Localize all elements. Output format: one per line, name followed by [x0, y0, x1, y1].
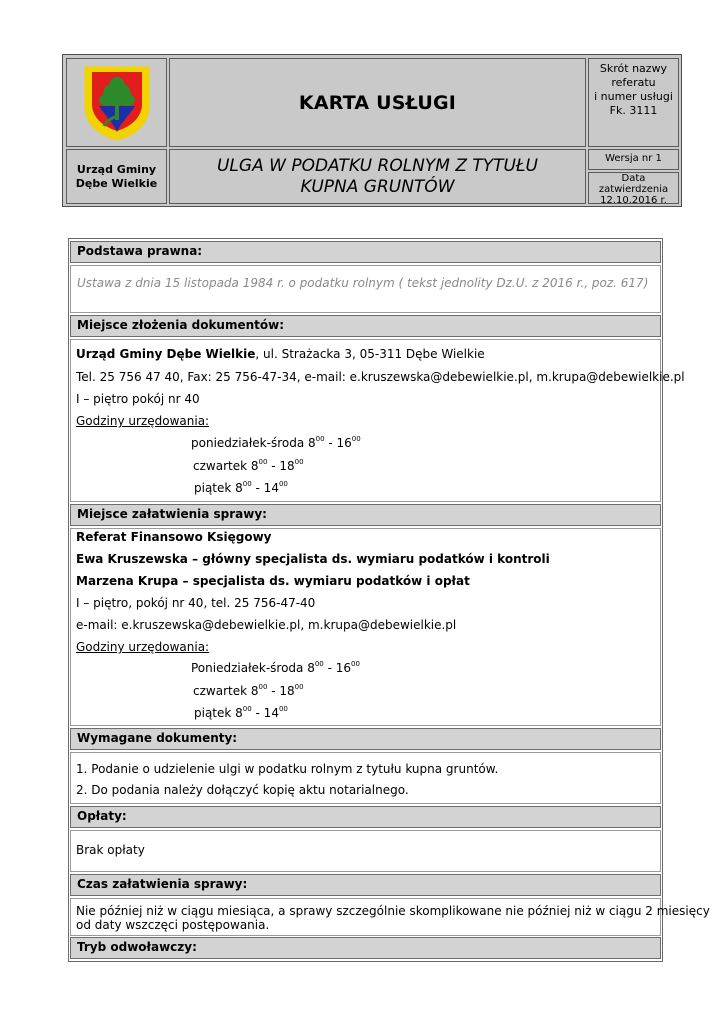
handling-hours-row — [193, 684, 304, 698]
section-header-legal-basis: Podstawa prawna: — [70, 241, 661, 263]
service-code-cell — [588, 58, 679, 147]
handling-person-2: Marzena Krupa – specjalista ds. wymiaru podatków i opłat — [76, 574, 470, 588]
handling-email: e-mail: e.kruszewska@debewielkie.pl, m.krupa@debewielkie.pl — [76, 618, 457, 632]
hours-days: czwartek 8 — [193, 684, 259, 698]
hours-to: - 16 — [323, 661, 351, 675]
hours-to: - 18 — [267, 459, 295, 473]
submission-contact: Tel. 25 756 47 40, Fax: 25 756-47-34, e-mail: e.kruszewska@debewielkie.pl, m.krupa@debewielkie.pl — [76, 370, 685, 384]
version-label: Wersja nr 1 — [588, 149, 679, 170]
hours-to-minutes: 00 — [351, 660, 360, 668]
hours-to: - 14 — [251, 706, 279, 720]
handling-person-1: Ewa Kruszewska – główny specjalista ds. wymiaru podatków i kontroli — [76, 552, 550, 566]
approval-date-label-1: Data — [621, 173, 646, 184]
hours-from-minutes: 00 — [315, 435, 325, 443]
approval-date-value: 12.10.2016 r. — [600, 195, 667, 206]
submission-room: I – piętro pokój nr 40 — [76, 392, 200, 406]
handling-hours-label: Godziny urzędowania: — [76, 640, 210, 654]
hours-to: - 18 — [267, 684, 295, 698]
hours-days: Poniedziałek-środa 8 — [191, 661, 315, 675]
office-name-line-1: Urząd Gminy — [76, 162, 157, 176]
submission-office-name: Urząd Gminy Dębe Wielkie — [76, 347, 256, 361]
office-name-line-2: Dębe Wielkie — [75, 176, 158, 190]
hours-days: piątek 8 — [194, 481, 243, 495]
hours-to: - 16 — [324, 436, 352, 450]
hours-from-minutes: 00 — [258, 458, 268, 466]
submission-office-line — [76, 347, 485, 361]
submission-hours-label: Godziny urzędowania: — [76, 414, 210, 428]
hours-from-minutes: 00 — [258, 683, 268, 691]
submission-hours-row — [194, 481, 288, 495]
document-item: 2. Do podania należy dołączyć kopię aktu notarialnego. — [76, 783, 409, 797]
coat-of-arms-icon — [84, 66, 150, 140]
hours-days: czwartek 8 — [193, 459, 259, 473]
service-code-label-1: Skrót nazwy — [599, 62, 668, 75]
approval-date-cell — [588, 172, 679, 204]
hours-from-minutes: 00 — [314, 660, 324, 668]
service-code-value: Fk. 3111 — [609, 104, 658, 117]
approval-date-label-2: zatwierdzenia — [598, 184, 669, 195]
handling-department: Referat Finansowo Księgowy — [76, 530, 272, 544]
fees-text: Brak opłaty — [76, 843, 145, 857]
hours-to-minutes: 00 — [351, 435, 361, 443]
section-header-submission-place: Miejsce złożenia dokumentów: — [70, 315, 661, 337]
handling-hours-row — [194, 706, 288, 720]
service-code-label-2: referatu — [611, 76, 656, 89]
office-cell — [66, 149, 167, 204]
section-header-processing-time: Czas załatwienia sprawy: — [70, 874, 661, 896]
section-body-fees — [70, 830, 661, 872]
hours-to-minutes: 00 — [278, 705, 288, 713]
hours-from-minutes: 00 — [242, 480, 252, 488]
hours-from-minutes: 00 — [242, 705, 252, 713]
submission-office-address: , ul. Strażacka 3, 05-311 Dębe Wielkie — [255, 347, 485, 361]
hours-to-minutes: 00 — [294, 458, 304, 466]
processing-time-line-2: od daty wszczęci postępowania. — [76, 918, 270, 932]
section-header-handling-place: Miejsce załatwienia sprawy: — [70, 504, 661, 526]
submission-hours-row — [193, 459, 304, 473]
service-name: ULGA W PODATKU ROLNYM Z TYTUŁU KUPNA GRUNTÓW — [169, 149, 586, 204]
processing-time-line-1: Nie później niż w ciągu miesiąca, a sprawy szczególnie skomplikowane nie później niż w ciągu 2 miesięcy — [76, 904, 710, 918]
section-header-appeal-procedure: Tryb odwoławczy: — [70, 937, 661, 959]
hours-days: poniedziałek-środa 8 — [191, 436, 316, 450]
legal-basis-text: Ustawa z dnia 15 listopada 1984 r. o podatku rolnym ( tekst jednolity Dz.U. z 2016 r., poz. 617) — [77, 276, 649, 290]
logo-cell — [66, 58, 167, 147]
hours-to: - 14 — [251, 481, 279, 495]
hours-to-minutes: 00 — [278, 480, 288, 488]
hours-to-minutes: 00 — [294, 683, 304, 691]
handling-hours-row — [191, 661, 360, 675]
page-title: KARTA USŁUGI — [169, 58, 586, 147]
section-header-required-documents: Wymagane dokumenty: — [70, 728, 661, 750]
service-code-label-3: i numer usługi — [594, 90, 673, 103]
document-item: 1. Podanie o udzielenie ulgi w podatku rolnym z tytułu kupna gruntów. — [76, 762, 499, 776]
section-body-legal-basis — [70, 265, 661, 313]
submission-hours-row — [191, 436, 361, 450]
header-table — [62, 54, 682, 207]
hours-days: piątek 8 — [194, 706, 243, 720]
section-header-fees: Opłaty: — [70, 806, 661, 828]
handling-room: I – piętro, pokój nr 40, tel. 25 756-47-40 — [76, 596, 316, 610]
